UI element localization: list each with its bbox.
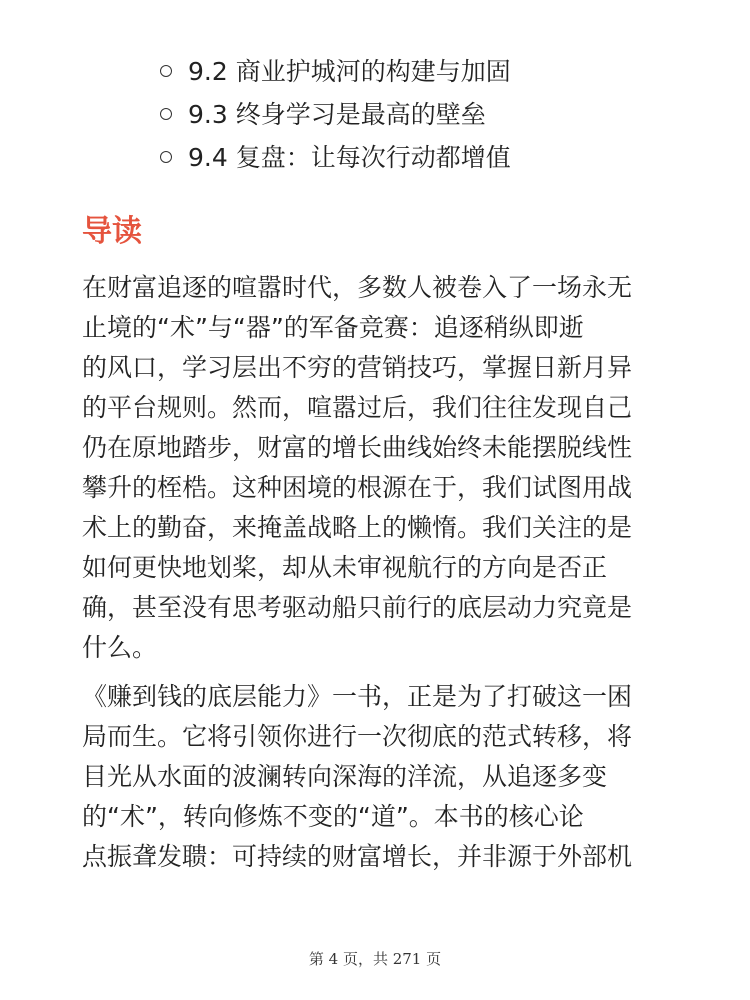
toc-sublist [160,50,511,179]
paragraph-line: 什么。 [82,633,158,662]
section-heading: 导读 [82,214,142,249]
paragraph-line: 点振聋发聩：可持续的财富增长，并非源于外部机 [82,842,633,871]
paragraph-line: 止境的“术”与“器”的军备竞赛：追逐稍纵即逝 [82,313,584,342]
body-paragraph [82,268,672,668]
paragraph-line: 在财富追逐的喧嚣时代，多数人被卷入了一场永无 [82,273,633,302]
hollow-circle-bullet-icon [160,108,172,120]
paragraph-line: 《赚到钱的底层能力》一书，正是为了打破这一困 [82,682,633,711]
paragraph-line: 的风口，学习层出不穷的营销技巧，掌握日新月异 [82,353,633,382]
paragraph-line: 术上的勤奋，来掩盖战略上的懒惰。我们关注的是 [82,513,633,542]
paragraph-line: 目光从水面的波澜转向深海的洋流，从追逐多变 [82,762,608,791]
paragraph-line: 的平台规则。然而，喧嚣过后，我们往往发现自己 [82,393,633,422]
paragraph-line: 如何更快地划桨，却从未审视航行的方向是否正 [82,553,608,582]
toc-item-label: 9.3 终身学习是最高的壁垒 [188,100,486,129]
body-paragraph [82,677,672,877]
page-number-footer: 第 4 页，共 271 页 [308,950,442,968]
hollow-circle-bullet-icon [160,151,172,163]
toc-item-9-4[interactable] [160,136,511,179]
toc-item-9-3[interactable] [160,93,511,136]
toc-item-label: 9.2 商业护城河的构建与加固 [188,57,511,86]
paragraph-line: 确，甚至没有思考驱动船只前行的底层动力究竟是 [82,593,633,622]
paragraph-line: 攀升的桎梏。这种困境的根源在于，我们试图用战 [82,473,633,502]
paragraph-line: 仍在原地踏步，财富的增长曲线始终未能摆脱线性 [82,433,633,462]
hollow-circle-bullet-icon [160,65,172,77]
toc-item-9-2[interactable] [160,50,511,93]
paragraph-line: 的“术”，转向修炼不变的“道”。本书的核心论 [82,802,584,831]
toc-item-label: 9.4 复盘：让每次行动都增值 [188,143,511,172]
paragraph-line: 局而生。它将引领你进行一次彻底的范式转移，将 [82,722,633,751]
